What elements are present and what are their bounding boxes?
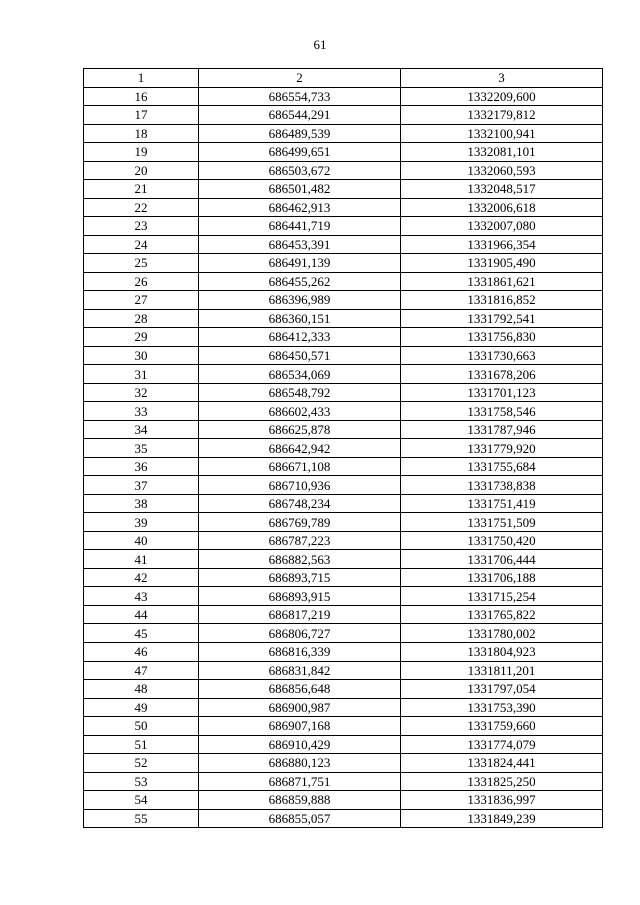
x-coordinate-cell: 686441,719 (199, 217, 401, 236)
point-number-cell: 23 (84, 217, 199, 236)
table-row (84, 791, 603, 810)
point-number-cell: 40 (84, 531, 199, 550)
point-number-cell: 36 (84, 457, 199, 476)
point-number-cell: 30 (84, 346, 199, 365)
y-coordinate-cell: 1331966,354 (401, 235, 603, 254)
x-coordinate-cell: 686602,433 (199, 402, 401, 421)
point-number-cell: 55 (84, 809, 199, 828)
table-row (84, 420, 603, 439)
y-coordinate-cell: 1331738,838 (401, 476, 603, 495)
y-coordinate-cell: 1331706,188 (401, 568, 603, 587)
table-row (84, 161, 603, 180)
table-header-row (84, 69, 603, 88)
point-number-cell: 24 (84, 235, 199, 254)
x-coordinate-cell: 686910,429 (199, 735, 401, 754)
x-coordinate-cell: 686893,715 (199, 568, 401, 587)
y-coordinate-cell: 1331849,239 (401, 809, 603, 828)
x-coordinate-cell: 686859,888 (199, 791, 401, 810)
y-coordinate-cell: 1331758,546 (401, 402, 603, 421)
y-coordinate-cell: 1332007,080 (401, 217, 603, 236)
x-coordinate-cell: 686501,482 (199, 180, 401, 199)
table-row (84, 587, 603, 606)
point-number-cell: 41 (84, 550, 199, 569)
y-coordinate-cell: 1331715,254 (401, 587, 603, 606)
y-coordinate-cell: 1331753,390 (401, 698, 603, 717)
point-number-cell: 35 (84, 439, 199, 458)
x-coordinate-cell: 686855,057 (199, 809, 401, 828)
table-row (84, 235, 603, 254)
point-number-cell: 54 (84, 791, 199, 810)
table-row (84, 642, 603, 661)
table-row (84, 106, 603, 125)
y-coordinate-cell: 1331765,822 (401, 605, 603, 624)
table-row (84, 661, 603, 680)
x-coordinate-cell: 686769,789 (199, 513, 401, 532)
x-coordinate-cell: 686499,651 (199, 143, 401, 162)
table-row (84, 328, 603, 347)
y-coordinate-cell: 1331804,923 (401, 642, 603, 661)
x-coordinate-cell: 686491,139 (199, 254, 401, 273)
table-row (84, 439, 603, 458)
point-number-cell: 42 (84, 568, 199, 587)
y-coordinate-cell: 1331861,621 (401, 272, 603, 291)
x-coordinate-cell: 686412,333 (199, 328, 401, 347)
point-number-cell: 53 (84, 772, 199, 791)
x-coordinate-cell: 686882,563 (199, 550, 401, 569)
point-number-cell: 32 (84, 383, 199, 402)
table-row (84, 772, 603, 791)
y-coordinate-cell: 1331701,123 (401, 383, 603, 402)
column-header-x: 2 (199, 69, 401, 88)
point-number-cell: 46 (84, 642, 199, 661)
point-number-cell: 45 (84, 624, 199, 643)
x-coordinate-cell: 686856,648 (199, 680, 401, 699)
x-coordinate-cell: 686625,878 (199, 420, 401, 439)
x-coordinate-cell: 686748,234 (199, 494, 401, 513)
point-number-cell: 16 (84, 87, 199, 106)
y-coordinate-cell: 1331755,684 (401, 457, 603, 476)
table-row (84, 383, 603, 402)
point-number-cell: 38 (84, 494, 199, 513)
point-number-cell: 28 (84, 309, 199, 328)
y-coordinate-cell: 1331824,441 (401, 754, 603, 773)
x-coordinate-cell: 686360,151 (199, 309, 401, 328)
x-coordinate-cell: 686462,913 (199, 198, 401, 217)
x-coordinate-cell: 686396,989 (199, 291, 401, 310)
x-coordinate-cell: 686907,168 (199, 717, 401, 736)
table-row (84, 198, 603, 217)
y-coordinate-cell: 1331706,444 (401, 550, 603, 569)
y-coordinate-cell: 1331792,541 (401, 309, 603, 328)
table-row (84, 680, 603, 699)
y-coordinate-cell: 1331759,660 (401, 717, 603, 736)
x-coordinate-cell: 686489,539 (199, 124, 401, 143)
y-coordinate-cell: 1332100,941 (401, 124, 603, 143)
point-number-cell: 34 (84, 420, 199, 439)
x-coordinate-cell: 686817,219 (199, 605, 401, 624)
table-row (84, 698, 603, 717)
x-coordinate-cell: 686534,069 (199, 365, 401, 384)
point-number-cell: 33 (84, 402, 199, 421)
table-row (84, 717, 603, 736)
x-coordinate-cell: 686893,915 (199, 587, 401, 606)
x-coordinate-cell: 686455,262 (199, 272, 401, 291)
y-coordinate-cell: 1331780,002 (401, 624, 603, 643)
x-coordinate-cell: 686671,108 (199, 457, 401, 476)
table-row (84, 624, 603, 643)
x-coordinate-cell: 686831,842 (199, 661, 401, 680)
y-coordinate-cell: 1332209,600 (401, 87, 603, 106)
point-number-cell: 44 (84, 605, 199, 624)
table-row (84, 272, 603, 291)
y-coordinate-cell: 1332006,618 (401, 198, 603, 217)
point-number-cell: 22 (84, 198, 199, 217)
point-number-cell: 50 (84, 717, 199, 736)
x-coordinate-cell: 686554,733 (199, 87, 401, 106)
y-coordinate-cell: 1331756,830 (401, 328, 603, 347)
x-coordinate-cell: 686544,291 (199, 106, 401, 125)
table-row (84, 143, 603, 162)
y-coordinate-cell: 1332081,101 (401, 143, 603, 162)
y-coordinate-cell: 1331751,419 (401, 494, 603, 513)
x-coordinate-cell: 686642,942 (199, 439, 401, 458)
y-coordinate-cell: 1331787,946 (401, 420, 603, 439)
y-coordinate-cell: 1331905,490 (401, 254, 603, 273)
point-number-cell: 31 (84, 365, 199, 384)
y-coordinate-cell: 1331678,206 (401, 365, 603, 384)
x-coordinate-cell: 686450,571 (199, 346, 401, 365)
x-coordinate-cell: 686787,223 (199, 531, 401, 550)
table-body (84, 69, 603, 828)
column-header-y: 3 (401, 69, 603, 88)
point-number-cell: 51 (84, 735, 199, 754)
table-row (84, 568, 603, 587)
y-coordinate-cell: 1331797,054 (401, 680, 603, 699)
x-coordinate-cell: 686548,792 (199, 383, 401, 402)
x-coordinate-cell: 686503,672 (199, 161, 401, 180)
y-coordinate-cell: 1332060,593 (401, 161, 603, 180)
point-number-cell: 18 (84, 124, 199, 143)
point-number-cell: 26 (84, 272, 199, 291)
y-coordinate-cell: 1331751,509 (401, 513, 603, 532)
table-row (84, 365, 603, 384)
coordinates-table (83, 68, 603, 828)
point-number-cell: 37 (84, 476, 199, 495)
y-coordinate-cell: 1331779,920 (401, 439, 603, 458)
page-number: 61 (313, 37, 327, 52)
table-row (84, 809, 603, 828)
y-coordinate-cell: 1331774,079 (401, 735, 603, 754)
point-number-cell: 27 (84, 291, 199, 310)
table-row (84, 494, 603, 513)
x-coordinate-cell: 686900,987 (199, 698, 401, 717)
point-number-cell: 20 (84, 161, 199, 180)
table-row (84, 291, 603, 310)
x-coordinate-cell: 686816,339 (199, 642, 401, 661)
column-header-point: 1 (84, 69, 199, 88)
table-row (84, 550, 603, 569)
table-row (84, 457, 603, 476)
table-row (84, 346, 603, 365)
table-row (84, 513, 603, 532)
y-coordinate-cell: 1332048,517 (401, 180, 603, 199)
y-coordinate-cell: 1331825,250 (401, 772, 603, 791)
point-number-cell: 21 (84, 180, 199, 199)
y-coordinate-cell: 1331836,997 (401, 791, 603, 810)
point-number-cell: 39 (84, 513, 199, 532)
table-row (84, 124, 603, 143)
table-row (84, 754, 603, 773)
table-row (84, 735, 603, 754)
table-row (84, 217, 603, 236)
point-number-cell: 17 (84, 106, 199, 125)
y-coordinate-cell: 1331811,201 (401, 661, 603, 680)
y-coordinate-cell: 1332179,812 (401, 106, 603, 125)
point-number-cell: 43 (84, 587, 199, 606)
table-row (84, 309, 603, 328)
point-number-cell: 29 (84, 328, 199, 347)
y-coordinate-cell: 1331750,420 (401, 531, 603, 550)
table-row (84, 180, 603, 199)
point-number-cell: 47 (84, 661, 199, 680)
table-row (84, 531, 603, 550)
y-coordinate-cell: 1331730,663 (401, 346, 603, 365)
table-row (84, 476, 603, 495)
x-coordinate-cell: 686871,751 (199, 772, 401, 791)
point-number-cell: 19 (84, 143, 199, 162)
x-coordinate-cell: 686880,123 (199, 754, 401, 773)
y-coordinate-cell: 1331816,852 (401, 291, 603, 310)
point-number-cell: 49 (84, 698, 199, 717)
table-row (84, 254, 603, 273)
point-number-cell: 25 (84, 254, 199, 273)
table-row (84, 605, 603, 624)
x-coordinate-cell: 686710,936 (199, 476, 401, 495)
x-coordinate-cell: 686453,391 (199, 235, 401, 254)
point-number-cell: 52 (84, 754, 199, 773)
x-coordinate-cell: 686806,727 (199, 624, 401, 643)
table-row (84, 402, 603, 421)
table-row (84, 87, 603, 106)
point-number-cell: 48 (84, 680, 199, 699)
